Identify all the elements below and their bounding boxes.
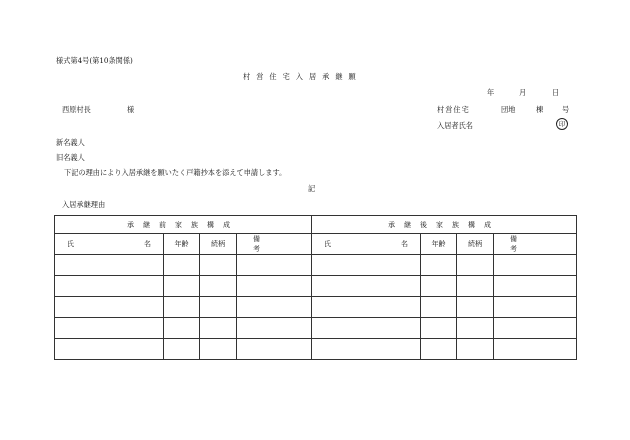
date-day-label: 日 <box>552 88 560 97</box>
table-header-row <box>55 234 577 255</box>
cell[interactable] <box>421 276 457 297</box>
cell[interactable] <box>421 318 457 339</box>
seal-mark: 印 <box>556 118 568 130</box>
cell[interactable] <box>164 255 200 276</box>
cell[interactable] <box>237 297 312 318</box>
date-year-label: 年 <box>487 88 495 97</box>
before-family-title: 承継前家族構成 <box>55 216 312 234</box>
cell[interactable] <box>164 276 200 297</box>
cell[interactable] <box>457 276 494 297</box>
cell[interactable] <box>421 297 457 318</box>
old-holder-label: 旧名義人 <box>56 153 85 162</box>
col-age-after: 年齢 <box>421 234 457 255</box>
cell[interactable] <box>237 318 312 339</box>
table-group-row <box>55 216 577 234</box>
reason-label: 入居承継理由 <box>62 200 106 209</box>
cell[interactable] <box>457 255 494 276</box>
cell[interactable] <box>457 297 494 318</box>
col-name-before: 氏 名 <box>55 234 164 255</box>
col-relation-after: 続柄 <box>457 234 494 255</box>
table-row <box>55 318 577 339</box>
cell[interactable] <box>200 276 237 297</box>
body-text: 下記の理由により入居承継を願いたく戸籍抄本を添えて申請します。 <box>64 168 287 177</box>
col-remarks-before: 備考 <box>237 234 312 255</box>
cell[interactable] <box>237 276 312 297</box>
cell[interactable] <box>312 297 421 318</box>
new-holder-label: 新名義人 <box>56 138 85 147</box>
col-age-before: 年齢 <box>164 234 200 255</box>
ki-label: 記 <box>308 184 316 193</box>
addressee-honorific: 様 <box>127 105 135 114</box>
table-row <box>55 339 577 360</box>
building-label: 棟 <box>536 105 544 114</box>
cell[interactable] <box>55 339 164 360</box>
cell[interactable] <box>494 339 577 360</box>
col-remarks-after: 備考 <box>494 234 577 255</box>
cell[interactable] <box>312 255 421 276</box>
cell[interactable] <box>200 297 237 318</box>
cell[interactable] <box>494 318 577 339</box>
cell[interactable] <box>200 339 237 360</box>
cell[interactable] <box>237 339 312 360</box>
cell[interactable] <box>200 255 237 276</box>
date-month-label: 月 <box>519 88 527 97</box>
resident-name-label: 入居者氏名 <box>437 121 473 130</box>
cell[interactable] <box>55 297 164 318</box>
cell[interactable] <box>55 276 164 297</box>
cell[interactable] <box>164 339 200 360</box>
addressee-name: 西原村長 <box>62 105 91 114</box>
table-row <box>55 276 577 297</box>
col-relation-before: 続柄 <box>200 234 237 255</box>
cell[interactable] <box>55 318 164 339</box>
form-number: 様式第4号(第10条関係) <box>56 56 133 65</box>
cell[interactable] <box>164 318 200 339</box>
cell[interactable] <box>312 339 421 360</box>
table-row <box>55 255 577 276</box>
cell[interactable] <box>200 318 237 339</box>
cell[interactable] <box>164 297 200 318</box>
cell[interactable] <box>494 255 577 276</box>
cell[interactable] <box>312 318 421 339</box>
cell[interactable] <box>494 276 577 297</box>
cell[interactable] <box>55 255 164 276</box>
cell[interactable] <box>421 255 457 276</box>
cell[interactable] <box>421 339 457 360</box>
after-family-title: 承継後家族構成 <box>312 216 577 234</box>
cell[interactable] <box>457 318 494 339</box>
cell[interactable] <box>494 297 577 318</box>
cell[interactable] <box>312 276 421 297</box>
col-name-after: 氏 名 <box>312 234 421 255</box>
page-title: 村営住宅入居承継願 <box>243 72 362 81</box>
complex-label: 団地 <box>501 105 516 114</box>
table-row <box>55 297 577 318</box>
number-label: 号 <box>562 105 570 114</box>
cell[interactable] <box>237 255 312 276</box>
family-table <box>54 215 577 360</box>
cell[interactable] <box>457 339 494 360</box>
housing-label: 村営住宅 <box>437 105 470 114</box>
